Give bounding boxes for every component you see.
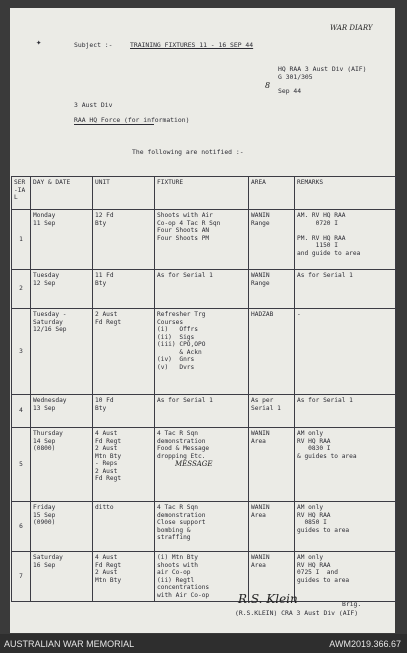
remarks-line: AM only [297,554,324,561]
remarks-line: RV HQ RAA [297,561,331,569]
subject-label: Subject :- [74,41,113,49]
to-line: 3 Aust Div [74,101,113,109]
unit-line: Fd Regt [95,437,122,445]
day-cell [31,395,93,428]
unit-line: 2 Aust [95,445,118,453]
fixture-cell [155,395,249,428]
area-line: Range [251,279,270,287]
fixture-line: (iii) CPO,OPO [157,341,206,349]
fixture-line: (ii) Sigs [157,333,195,341]
fixture-line: (i) Mtn Bty [157,554,198,561]
unit-line: Bty [95,219,107,227]
fixture-cell [155,210,249,270]
area-cell [249,210,295,270]
fixture-line: shoots with [157,561,198,569]
day-cell [31,428,93,502]
day-cell [31,210,93,270]
area-cell [249,395,295,428]
unit-line: 2 Aust [95,311,118,318]
area-line: WANIN [251,272,270,279]
remarks-line: AM. RV HQ RAA [297,212,346,219]
day-line: 12 Sep [33,279,56,287]
unit-line: Bty [95,279,107,287]
area-line: Serial 1 [251,404,281,412]
fixture-line: (iv) Gnrs [157,356,195,364]
serial-cell: 3 [12,309,31,395]
day-line: (0900) [33,519,56,527]
day-line: (0800) [33,445,56,453]
area-line: As per [251,397,274,404]
day-cell [31,270,93,309]
header-fixture: FIXTURE [155,177,249,210]
footer-accession: AWM2019.366.67 [329,639,401,649]
day-line: 13 Sep [33,404,56,412]
remarks-line: - [297,311,301,318]
hq-line: HQ RAA 3 Aust Div (AIF) [278,65,367,73]
document-page [10,8,395,633]
day-line: Tuesday - [33,311,67,318]
fixture-line: demonstration [157,511,206,519]
table-row [12,395,396,428]
day-line: Saturday [33,318,63,326]
fixture-line: 4 Tac R Sqn [157,430,198,437]
day-line: 15 Sep [33,511,56,519]
subject-title: TRAINING FIXTURES 11 - 16 SEP 44 [130,41,254,49]
area-cell [249,309,295,395]
day-line: Tuesday [33,272,60,279]
signature-rank: Brig. [342,600,362,608]
pin-mark-icon: ✦ [36,38,42,48]
unit-line: 4 Aust [95,554,118,561]
table-row [12,309,396,395]
remarks-line: guides to area [297,526,350,534]
fixture-line: dropping Etc. [157,452,206,460]
unit-line: Fd Regt [95,475,122,483]
day-line: Thursday [33,430,63,437]
remarks-cell [295,395,396,428]
remarks-line [297,227,393,235]
remarks-line: 0720 I [297,219,338,227]
area-line: Range [251,219,270,227]
remarks-cell [295,309,396,395]
remarks-line: AM only [297,504,324,511]
fixture-line: As for Serial 1 [157,272,213,279]
unit-line: 2 Aust [95,467,118,475]
header-area: AREA [249,177,295,210]
remarks-cell [295,502,396,552]
unit-line: 10 Fd [95,397,114,404]
header-day: DAY & DATE [31,177,93,210]
unit-cell [93,428,155,502]
fixture-line: air Co-op [157,569,191,577]
fixture-line: Co-op 4 Tac R Sqn [157,219,221,227]
unit-line: 11 Fd [95,272,114,279]
fixture-line: Refresher Trg [157,311,206,318]
remarks-line: AM only [297,430,324,437]
notified-line: The following are notified :- [132,148,244,156]
table-row [12,210,396,270]
day-cell [31,502,93,552]
fixture-line: concentrations [157,584,210,592]
remarks-cell [295,428,396,502]
unit-line: ditto [95,504,114,511]
day-cell [31,552,93,602]
header-remarks: REMARKS [295,177,396,210]
fixture-line: (ii) Regtl [157,576,195,584]
fixture-cell [155,502,249,552]
table-header-row [12,177,396,210]
area-line: WANIN [251,554,270,561]
unit-line: 12 Fd [95,212,114,219]
footer-institution: AUSTRALIAN WAR MEMORIAL [4,639,135,649]
handwritten-annotation: MESSAGE [175,460,213,469]
fixture-line: Four Shoots AN [157,227,210,235]
area-line: Area [251,561,266,569]
day-line: 16 Sep [33,561,56,569]
area-line: Area [251,437,266,445]
info-underline [74,124,154,125]
unit-line: 2 Aust [95,569,118,577]
day-line: 12/16 Sep [33,326,67,334]
info-line: RAA HQ Force (for information) [74,116,190,124]
remarks-line: RV HQ RAA [297,437,331,445]
fixture-cell [155,270,249,309]
unit-line: Fd Regt [95,318,122,326]
unit-cell [93,210,155,270]
area-line: HADZAB [251,311,274,318]
area-cell [249,270,295,309]
remarks-line: 0725 I and [297,569,338,577]
day-line: 14 Sep [33,437,56,445]
fixture-line: (i) Offrs [157,326,198,334]
unit-line: Mtn Bty [95,576,122,584]
unit-line: Mtn Bty [95,452,122,460]
serial-cell: 7 [12,552,31,602]
day-line: Wednesday [33,397,67,404]
remarks-line: As for Serial 1 [297,397,353,404]
footer-bar [0,634,407,653]
unit-cell [93,309,155,395]
table-row [12,502,396,552]
remarks-line: 0830 I [297,445,331,453]
remarks-line: RV HQ RAA [297,511,331,519]
fixture-line: As for Serial 1 [157,397,213,404]
unit-cell [93,552,155,602]
remarks-cell [295,270,396,309]
area-line: WANIN [251,212,270,219]
area-line: WANIN [251,430,270,437]
unit-cell [93,502,155,552]
remarks-line: 1150 I [297,242,338,250]
fixture-line: & Ackn [157,348,202,356]
header-unit: UNIT [93,177,155,210]
day-cell [31,309,93,395]
table-row [12,270,396,309]
date-day-handwritten: 8 [265,81,271,90]
remarks-line: PM. RV HQ RAA [297,234,346,242]
unit-line: Bty [95,404,107,412]
date-rest: Sep 44 [278,87,302,95]
unit-line: - Reps [95,460,118,468]
remarks-cell [295,552,396,602]
serial-cell: 1 [12,210,31,270]
serial-cell: 4 [12,395,31,428]
fixture-line: Shoots with Air [157,212,213,219]
unit-line: Fd Regt [95,561,122,569]
remarks-line: & guides to area [297,452,357,460]
unit-line: 4 Aust [95,430,118,437]
fixture-line: with Air Co-op [157,591,210,599]
fixture-line: Four Shoots PM [157,234,210,242]
area-line: WANIN [251,504,270,511]
signature: R.S. Klein [238,592,298,606]
fixture-cell [155,552,249,602]
remarks-cell [295,210,396,270]
area-cell [249,428,295,502]
remarks-line: and guide to area [297,249,361,257]
war-diary-stamp: WAR DIARY [330,24,373,32]
fixture-line: demonstration [157,437,206,445]
day-line: Monday [33,212,56,219]
table-row [12,428,396,502]
fixture-line: 4 Tac R Sqn [157,504,198,511]
remarks-line: As for Serial 1 [297,272,353,279]
fixture-line: straffing [157,534,191,542]
fixtures-table [11,176,396,602]
ref-number: G 301/305 [278,73,313,81]
day-line: 11 Sep [33,219,56,227]
serial-cell: 5 [12,428,31,502]
fixture-line: Courses [157,318,184,326]
unit-cell [93,395,155,428]
fixture-line: (v) Dvrs [157,363,195,371]
fixture-cell [155,428,249,502]
unit-cell [93,270,155,309]
fixture-line: Close support [157,519,206,527]
area-line: Area [251,511,266,519]
signature-name: (R.S.KLEIN) CRA 3 Aust Div (AIF) [235,609,359,617]
fixture-line: bombing & [157,526,191,534]
day-line: Saturday [33,554,63,561]
remarks-line: 0850 I [297,519,327,527]
fixture-line: Food & Message [157,445,210,453]
area-cell [249,502,295,552]
remarks-line: guides to area [297,576,350,584]
day-line: Friday [33,504,56,511]
table-row [12,552,396,602]
serial-cell: 2 [12,270,31,309]
serial-cell: 6 [12,502,31,552]
header-serial: SER-IAL [12,177,31,210]
fixture-cell [155,309,249,395]
